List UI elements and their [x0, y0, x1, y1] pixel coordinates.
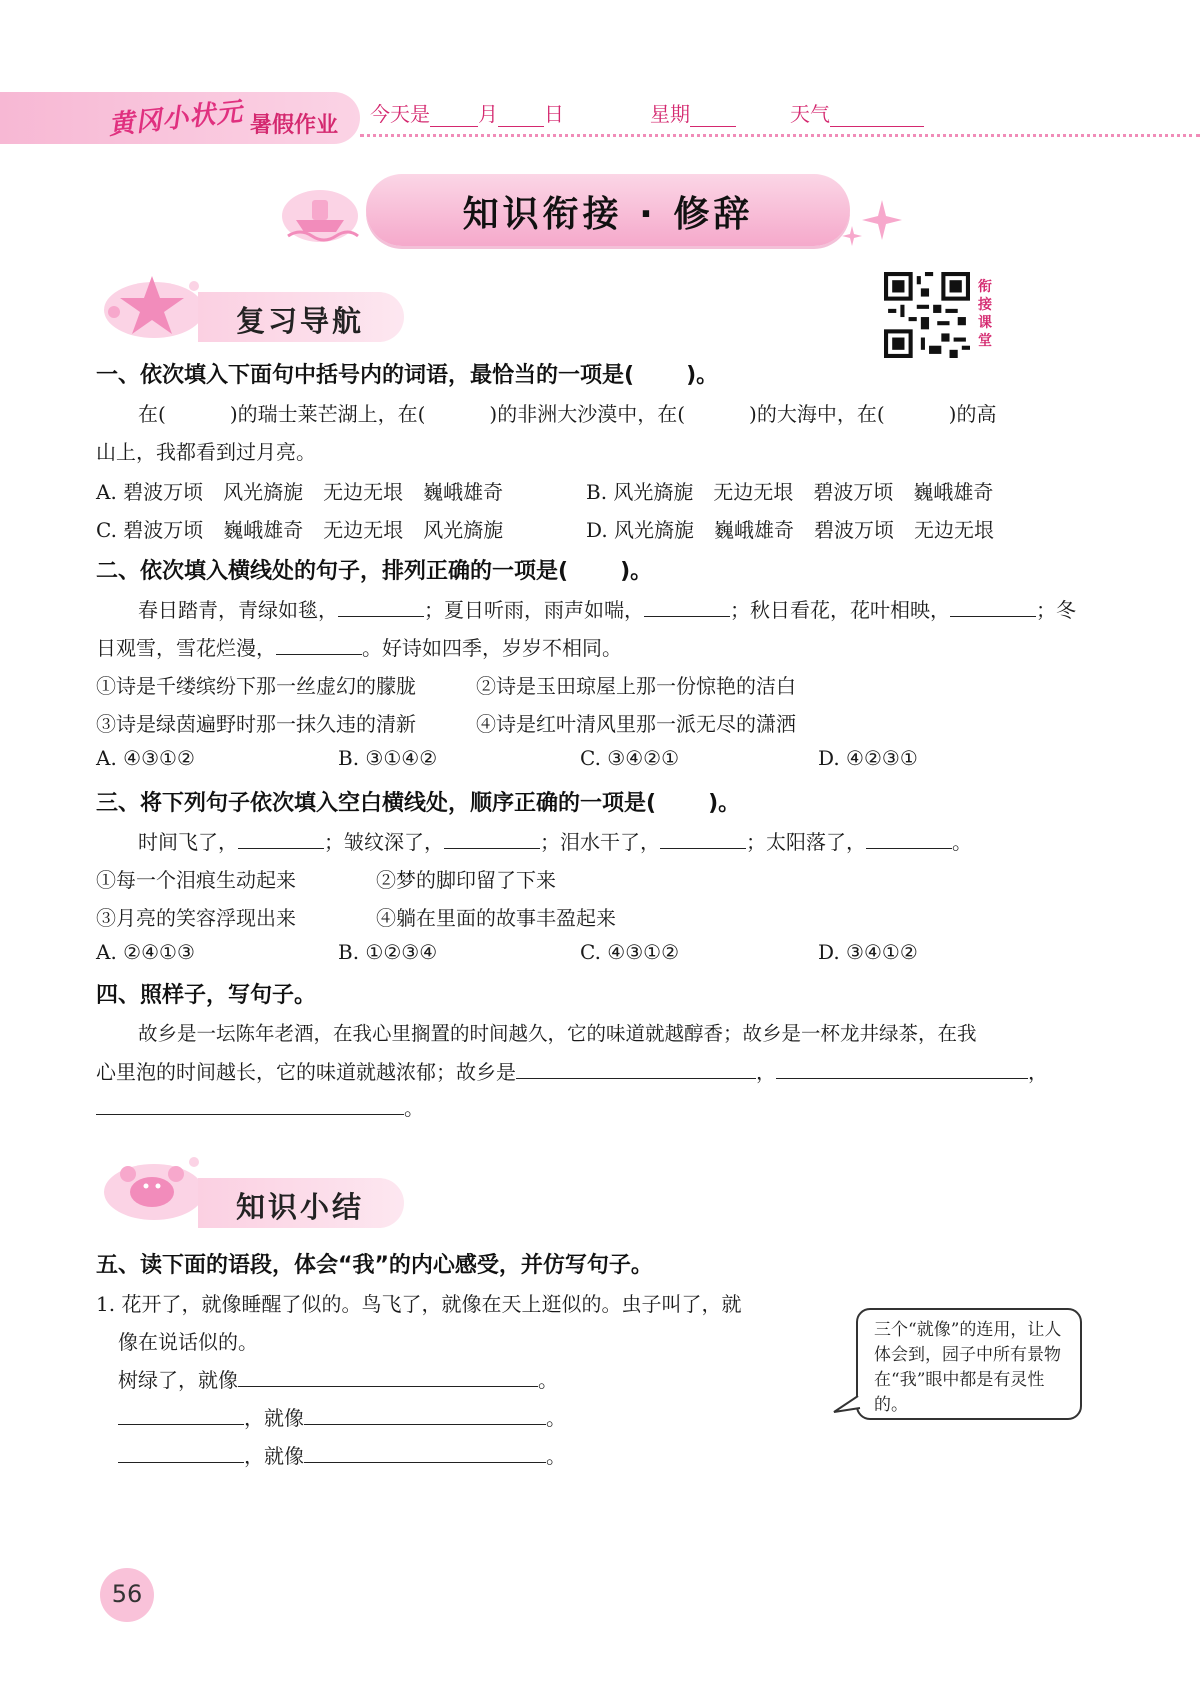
fill-blank[interactable] — [660, 828, 746, 849]
sentence-2: ②诗是玉田琼屋上那一份惊艳的洁白 — [476, 674, 796, 698]
sentence-1: ①每一个泪痕生动起来 — [96, 868, 296, 892]
question-3-passage: 时间飞了， ；皱纹深了， ；泪水干了， ；太阳落了， 。 — [138, 830, 972, 854]
sentence-4: ④躺在里面的故事丰盈起来 — [376, 906, 616, 930]
fill-blank[interactable] — [444, 828, 540, 849]
option-d[interactable]: D. 风光旖旎 巍峨雄奇 碧波万顷 无边无垠 — [586, 518, 995, 542]
option-d[interactable]: D. ③④①② — [818, 940, 918, 964]
day-label: 日 — [544, 102, 564, 126]
question-5-item-1-cont: 像在说话似的。 — [118, 1330, 258, 1354]
starfish-icon — [94, 266, 204, 342]
crab-icon — [94, 1148, 204, 1224]
option-b[interactable]: B. ③①④② — [338, 746, 438, 770]
sentence-3: ③月亮的笑容浮现出来 — [96, 906, 296, 930]
sentence-4: ④诗是红叶清风里那一派无尽的潇洒 — [476, 712, 796, 736]
sentence-2: ②梦的脚印留了下来 — [376, 868, 556, 892]
sentence-1: ①诗是千缕缤纷下那一丝虚幻的朦胧 — [96, 674, 416, 698]
question-1-stem: 一、依次填入下面句中括号内的词语，最恰当的一项是( )。 — [96, 363, 719, 388]
qr-label: 衔接课堂 — [978, 279, 992, 349]
question-1-passage: 在( )的瑞士莱芒湖上，在( )的非洲大沙漠中，在( )的大海中，在( )的高 — [138, 402, 997, 426]
ship-badge-icon — [278, 176, 362, 246]
weather-label: 天气 — [790, 102, 830, 126]
section-title-summary: 知识小结 — [236, 1190, 365, 1224]
option-a[interactable]: A. 碧波万顷 风光旖旎 无边无垠 巍峨雄奇 — [96, 480, 504, 504]
header-subtitle: 暑假作业 — [250, 113, 339, 138]
answer-line[interactable] — [776, 1058, 1028, 1079]
date-field — [370, 98, 564, 127]
answer-line[interactable] — [304, 1442, 546, 1463]
fill-blank[interactable] — [338, 596, 424, 617]
question-2-stem: 二、依次填入横线处的句子，排列正确的一项是( )。 — [96, 559, 653, 584]
question-5-item-1: 1. 花开了，就像睡醒了似的。鸟飞了，就像在天上逛似的。虫子叫了，就 — [96, 1292, 742, 1316]
day-blank[interactable] — [498, 106, 544, 127]
imitation-line-1: 树绿了，就像 。 — [118, 1368, 558, 1392]
answer-line[interactable] — [118, 1442, 244, 1463]
note-text: 三个“就像”的连用，让人体会到，园子中所有景物在“我”眼中都是有灵性的。 — [874, 1320, 1062, 1415]
answer-line[interactable] — [96, 1094, 404, 1115]
weather-blank[interactable] — [830, 106, 924, 127]
question-4-answer-end: 。 — [96, 1092, 424, 1121]
option-c[interactable]: C. ④③①② — [580, 940, 680, 964]
question-2-passage-cont: 日观雪，雪花烂漫， 。好诗如四季，岁岁不相同。 — [96, 636, 622, 660]
option-d[interactable]: D. ④②③① — [818, 746, 918, 770]
option-b[interactable]: B. 风光旖旎 无边无垠 碧波万顷 巍峨雄奇 — [586, 480, 994, 504]
section-title-review: 复习导航 — [236, 304, 365, 338]
weather-field — [790, 98, 924, 127]
question-4-example: 故乡是一坛陈年老酒，在我心里搁置的时间越久，它的味道就越醇香；故乡是一杯龙井绿茶，在我 — [138, 1022, 977, 1045]
fill-blank[interactable] — [238, 828, 324, 849]
question-4-example-cont: 心里泡的时间越长，它的味道就越浓郁；故乡是 ， ， — [96, 1060, 1048, 1084]
page-number: 56 — [111, 1580, 143, 1608]
answer-line[interactable] — [238, 1366, 538, 1387]
option-c[interactable]: C. 碧波万顷 巍峨雄奇 无边无垠 风光旖旎 — [96, 518, 504, 542]
header-divider — [360, 134, 1200, 137]
fill-blank[interactable] — [644, 596, 730, 617]
question-3-stem: 三、将下列句子依次填入空白横线处，顺序正确的一项是( )。 — [96, 791, 741, 816]
weekday-blank[interactable] — [690, 106, 736, 127]
option-a[interactable]: A. ②④①③ — [96, 940, 195, 964]
month-label: 月 — [478, 102, 498, 126]
imitation-line-3: ，就像 。 — [118, 1440, 566, 1469]
bubble-tail-icon — [832, 1394, 864, 1418]
option-b[interactable]: B. ①②③④ — [338, 940, 438, 964]
imitation-line-2: ，就像 。 — [118, 1402, 566, 1431]
option-c[interactable]: C. ③④②① — [580, 746, 680, 770]
question-1-passage-cont: 山上，我都看到过月亮。 — [96, 440, 316, 464]
question-4-stem: 四、照样子，写句子。 — [96, 983, 317, 1008]
fill-blank[interactable] — [950, 596, 1036, 617]
fill-blank[interactable] — [866, 828, 952, 849]
question-5-stem: 五、读下面的语段，体会“我”的内心感受，并仿写句子。 — [96, 1253, 653, 1278]
option-a[interactable]: A. ④③①② — [96, 746, 195, 770]
fill-blank[interactable] — [276, 634, 362, 655]
date-prefix-label: 今天是 — [370, 102, 430, 126]
sentence-3: ③诗是绿茵遍野时那一抹久违的清新 — [96, 712, 416, 736]
question-2-passage: 春日踏青，青绿如毯， ；夏日听雨，雨声如喘， ；秋日看花，花叶相映， ；冬 — [138, 598, 1076, 622]
answer-line[interactable] — [516, 1058, 756, 1079]
date-blank[interactable] — [430, 106, 478, 127]
answer-line[interactable] — [304, 1404, 546, 1425]
page-title: 知识衔接 · 修辞 — [462, 194, 754, 235]
sparkle-icon — [840, 196, 910, 248]
brand-logo: 黄冈小状元 — [107, 97, 245, 141]
weekday-field — [650, 98, 736, 127]
answer-line[interactable] — [118, 1404, 244, 1425]
weekday-label: 星期 — [650, 102, 690, 126]
qr-code-image[interactable] — [884, 272, 970, 358]
